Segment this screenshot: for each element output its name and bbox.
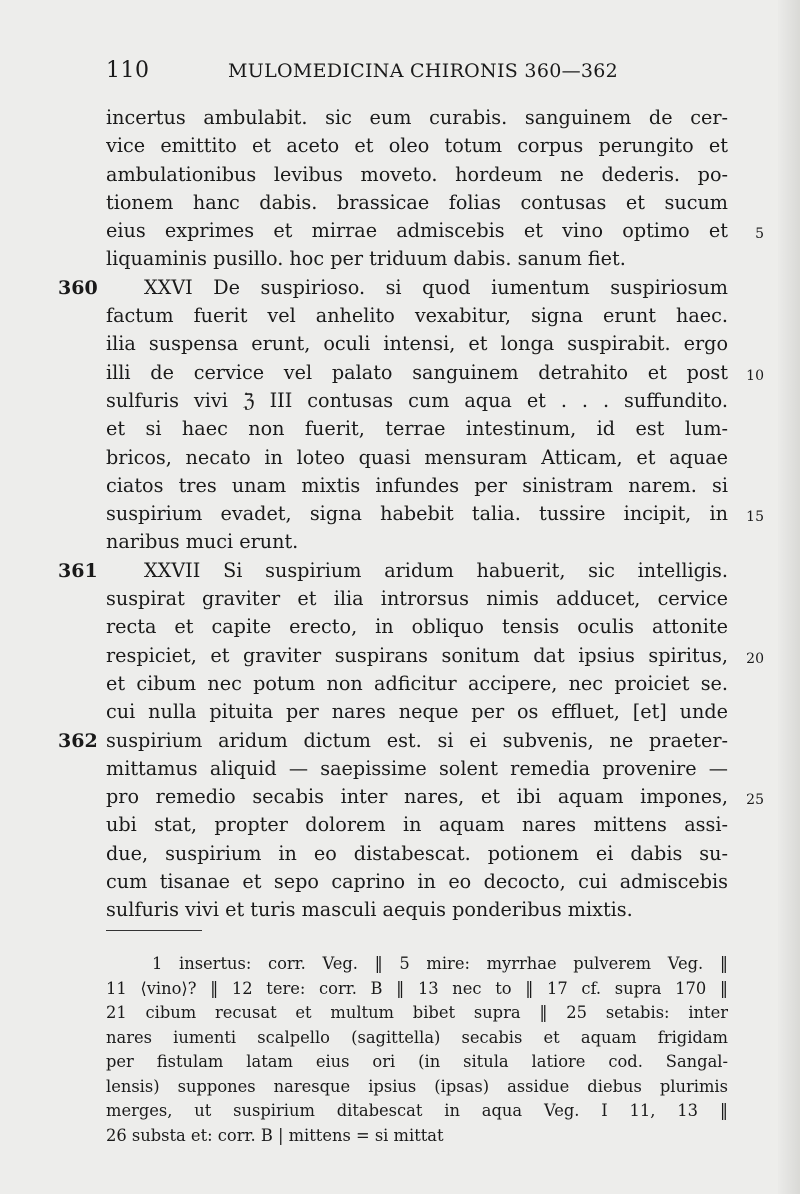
text-line — [106, 330, 728, 358]
footnote-text: lensis) suppones naresque ipsius (ipsas) assidue diebus plurimis — [106, 1076, 728, 1096]
text-line — [106, 811, 728, 839]
text-line — [106, 840, 728, 868]
footnote-line — [106, 1001, 728, 1026]
text-line — [106, 472, 728, 500]
text-line — [106, 528, 728, 556]
body-text — [58, 104, 764, 925]
text-line — [58, 727, 728, 755]
text-line — [106, 868, 728, 896]
text-line — [106, 387, 728, 415]
text-line — [106, 245, 728, 273]
line-text: bricos, necato in loteo quasi mensuram Atticam, et aquae — [106, 445, 728, 469]
text-line — [106, 585, 728, 613]
line-margin-number: 20 — [746, 650, 764, 667]
line-text: eius exprimes et mirrae admiscebis et vino optimo et — [106, 219, 728, 243]
line-text: illi de cervice vel palato sanguinem detrahito et post — [106, 360, 728, 384]
footnote-text: per fistulam latam eius ori (in situla latiore cod. Sangal- — [106, 1052, 728, 1071]
footnote-line — [106, 1124, 728, 1149]
footnotes — [106, 952, 728, 1148]
text-line — [106, 161, 728, 189]
line-margin-number: 10 — [746, 367, 764, 384]
footnote-line — [106, 952, 728, 977]
line-text: suspirium aridum dictum est. si ei subvenis, ne praeter- — [106, 728, 728, 752]
text-line — [106, 217, 764, 245]
line-text: ubi stat, propter dolorem in aquam nares mittens assi- — [106, 813, 728, 837]
text-line — [106, 755, 728, 783]
line-text: incertus ambulabit. sic eum curabis. sanguinem de cer- — [106, 106, 728, 129]
line-text: respiciet, et graviter suspirans sonitum dat ipsius spiritus, — [106, 643, 728, 667]
text-line — [106, 415, 728, 443]
footnote-line — [106, 1099, 728, 1124]
line-margin-number: 15 — [746, 509, 764, 526]
line-text: due, suspirium in eo distabescat. potionem ei dabis su- — [106, 841, 728, 865]
text-line — [106, 642, 764, 670]
text-line — [106, 896, 728, 924]
text-line — [106, 104, 728, 132]
footnote-text: 21 cibum recusat et multum bibet supra ‖ 25 setabis: inter — [106, 1003, 728, 1022]
line-text: ambulationibus levibus moveto. hordeum ne dederis. po- — [106, 162, 728, 186]
line-text: ciatos tres unam mixtis infundes per sinistram narem. si — [106, 473, 728, 497]
line-text: naribus muci erunt. — [106, 530, 299, 554]
line-text: suspirat graviter et ilia introrsus nimis adducet, cervice — [106, 587, 728, 611]
line-text: factum fuerit vel anhelito vexabitur, signa erunt haec. — [106, 304, 728, 328]
running-title: MULOMEDICINA CHIRONIS 360—362 — [228, 60, 619, 82]
line-text: XXVI De suspirioso. si quod iumentum suspiriosum — [144, 275, 728, 299]
line-text: ilia suspensa erunt, oculi intensi, et longa suspirabit. ergo — [106, 332, 728, 356]
line-margin-number: 25 — [746, 792, 764, 809]
section-number: 361 — [58, 559, 98, 582]
line-margin-number: 5 — [755, 226, 764, 243]
line-text: suspirium evadet, signa habebit talia. tussire incipit, in — [106, 502, 728, 526]
text-line — [106, 302, 728, 330]
line-text: XXVII Si suspirium aridum habuerit, sic intelligis. — [144, 558, 728, 582]
text-line — [106, 783, 764, 811]
text-line — [106, 670, 728, 698]
text-line — [106, 359, 764, 387]
footnote-text: 11 ⟨vino⟩? ‖ 12 tere: corr. B ‖ 13 nec to ‖ 17 cf. supra 170 ‖ — [106, 978, 728, 998]
text-line — [106, 189, 728, 217]
line-text: vice emittito et aceto et oleo totum corpus perungito et — [106, 134, 728, 158]
text-line — [106, 500, 764, 528]
section-number: 362 — [58, 729, 98, 752]
line-text: et cibum nec potum non adficitur accipere, nec proiciet se. — [106, 671, 728, 695]
line-text: mittamus aliquid — saepissime solent remedia provenire — — [106, 756, 728, 780]
line-text: tionem hanc dabis. brassicae folias contusas et sucum — [106, 190, 728, 214]
line-text: recta et capite erecto, in obliquo tensis oculis attonite — [106, 615, 728, 639]
line-text: cum tisanae et sepo caprino in eo decocto, cui admiscebis — [106, 870, 728, 894]
text-line — [106, 444, 728, 472]
page-number: 110 — [106, 58, 150, 83]
section-number: 360 — [58, 276, 98, 299]
footnote-text: nares iumenti scalpello (sagittella) secabis et aquam frigidam — [106, 1027, 728, 1047]
footnote-line — [106, 1026, 728, 1051]
running-head — [106, 58, 728, 88]
line-text: sulfuris vivi ℨ III contusas cum aqua et . . . suffundito. — [106, 388, 728, 412]
text-line — [58, 274, 728, 302]
line-text: et si haec non fuerit, terrae intestinum, id est lum- — [106, 417, 728, 441]
line-text: cui nulla pituita per nares neque per os effluet, [et] unde — [106, 700, 728, 724]
footnote-text: merges, ut suspirium ditabescat in aqua Veg. I 11, 13 ‖ — [106, 1101, 728, 1120]
footnote-text: 26 substa et: corr. B | mittens = si mittat — [106, 1125, 444, 1145]
text-line — [106, 132, 728, 160]
footnote-rule — [106, 930, 202, 931]
line-text: pro remedio secabis inter nares, et ibi aquam impones, — [106, 785, 728, 809]
line-text: sulfuris vivi et turis masculi aequis ponderibus mixtis. — [106, 898, 633, 922]
text-line — [58, 557, 728, 585]
text-line — [106, 698, 728, 726]
footnote-text: 1 insertus: corr. Veg. ‖ 5 mire: myrrhae pulverem Veg. ‖ — [152, 954, 728, 973]
footnote-line — [106, 977, 728, 1002]
line-text: liquaminis pusillo. hoc per triduum dabis. sanum fiet. — [106, 247, 626, 271]
footnote-line — [106, 1050, 728, 1075]
text-line — [106, 613, 728, 641]
footnote-line — [106, 1075, 728, 1100]
page-edge-shadow — [778, 0, 800, 1194]
